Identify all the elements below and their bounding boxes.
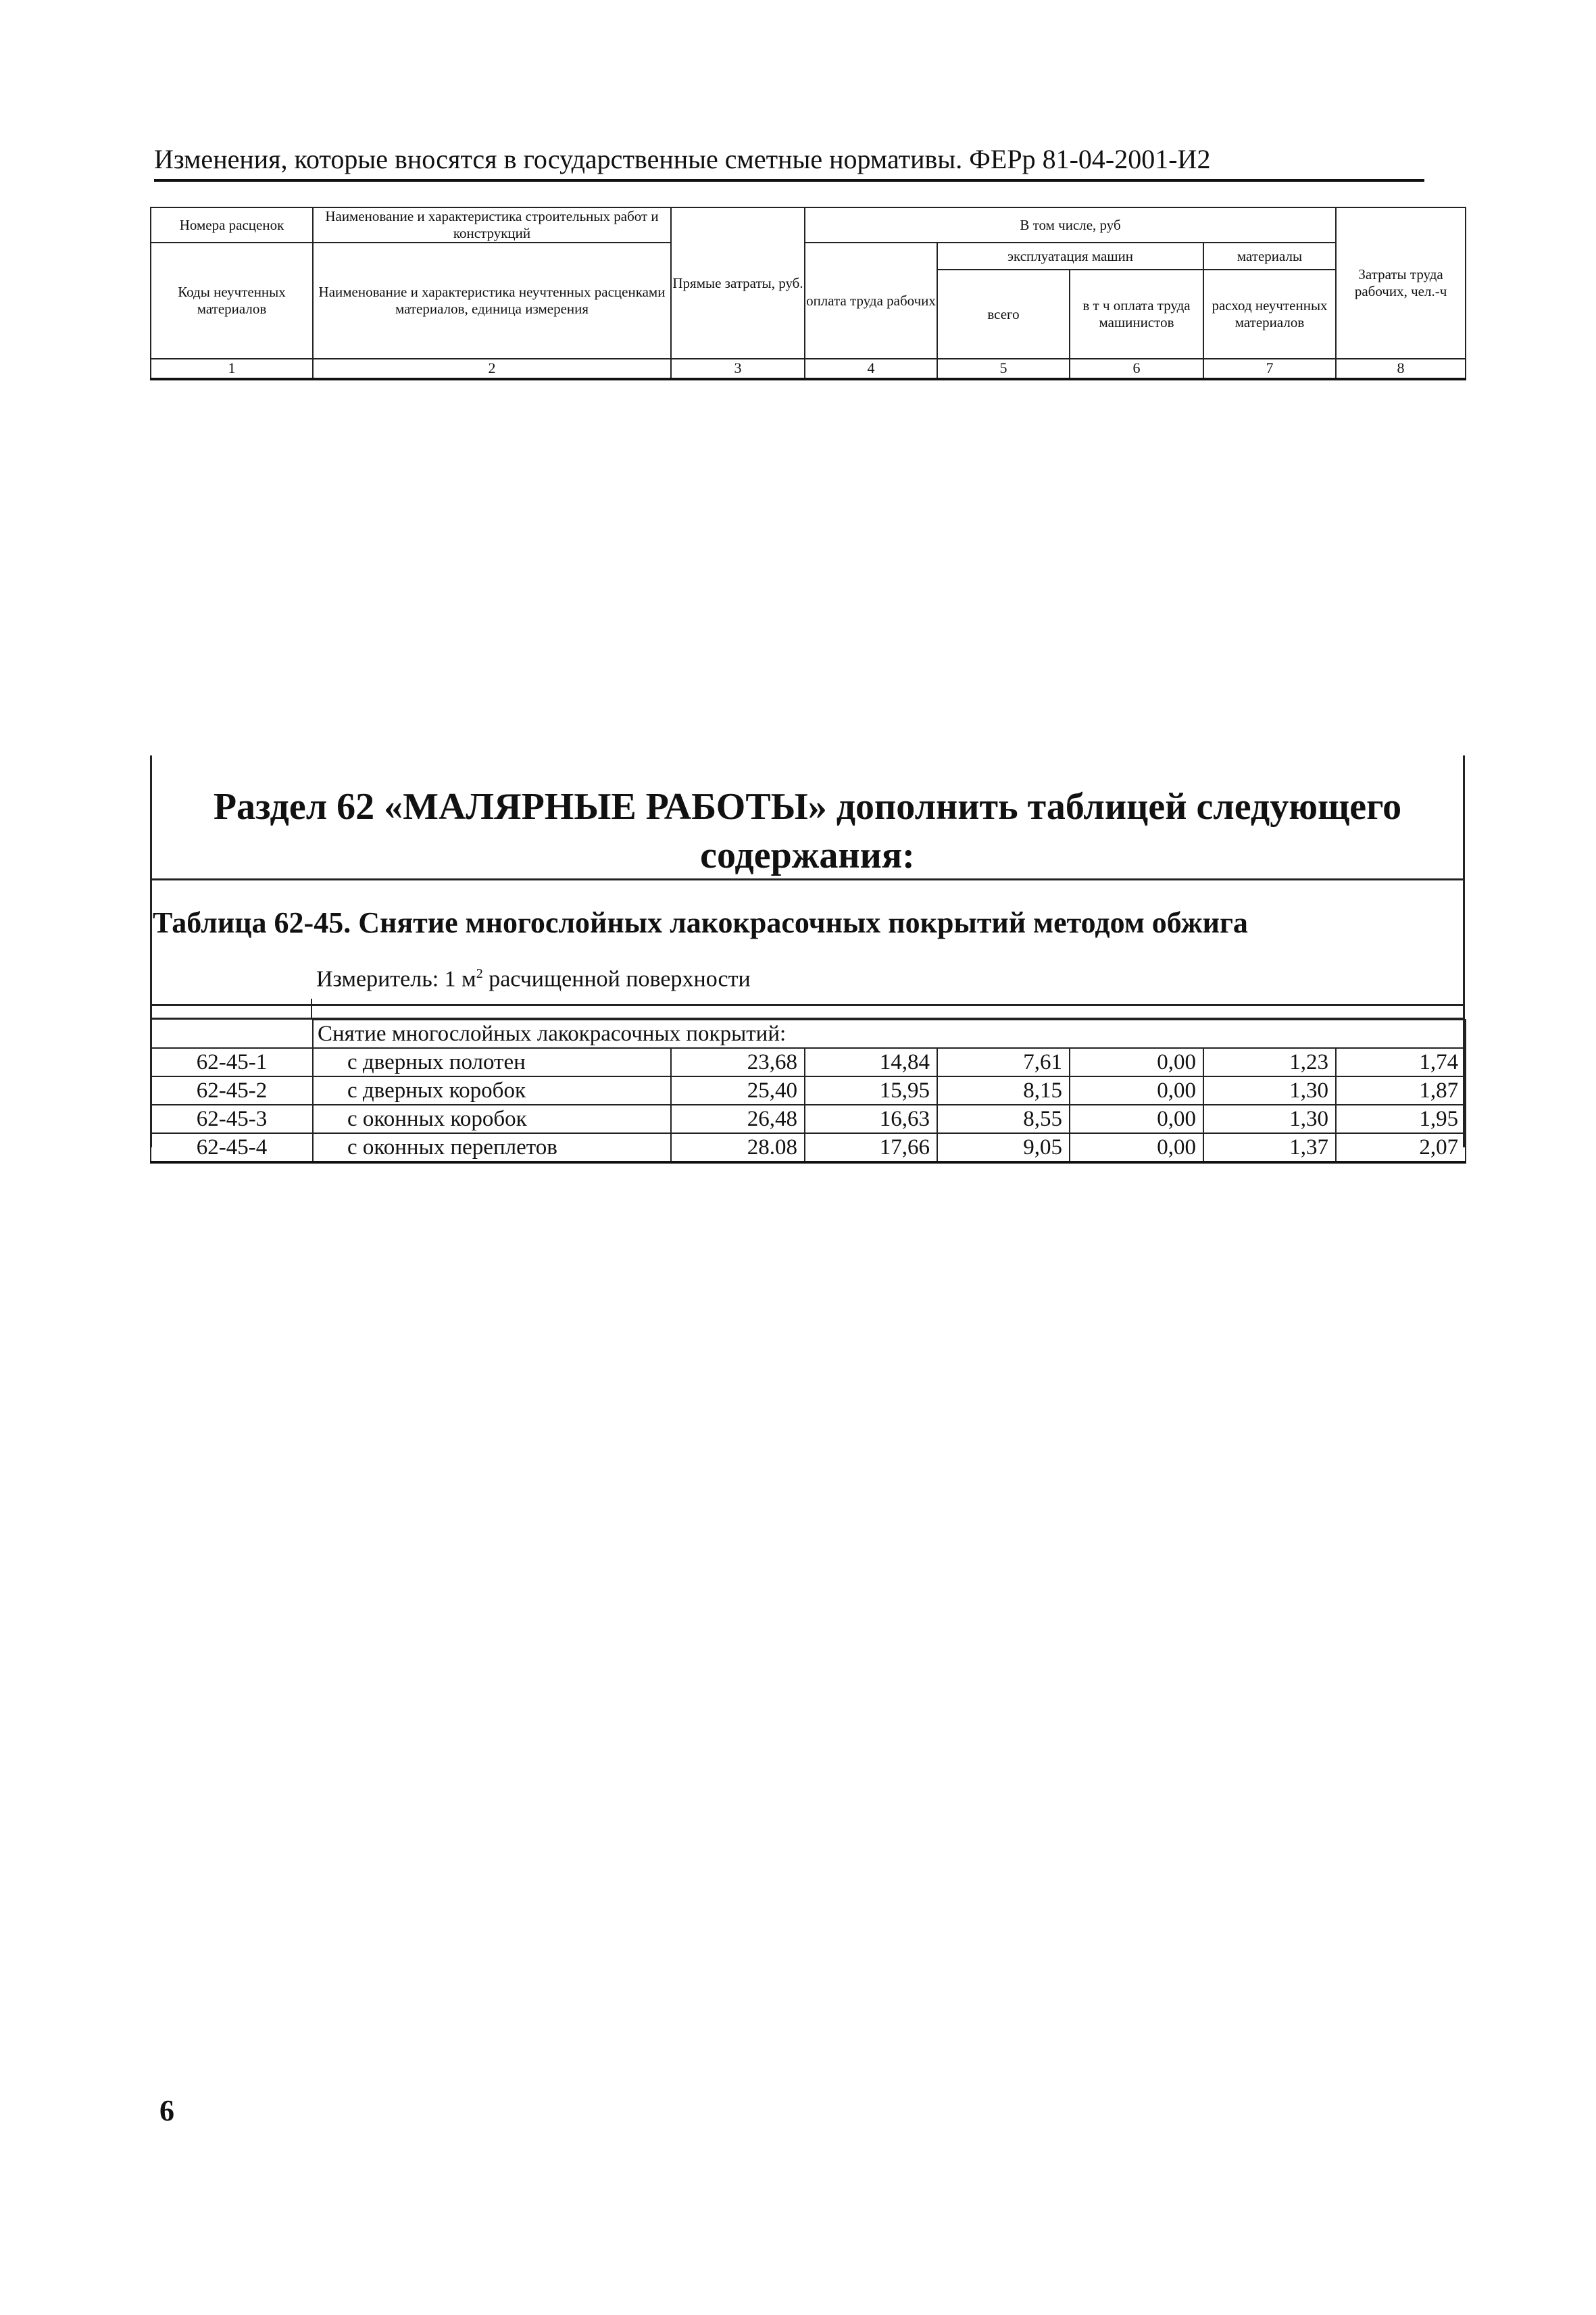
direct-costs: 25,40 — [671, 1076, 805, 1105]
rate-name: с оконных переплетов — [313, 1133, 671, 1162]
rates-table — [150, 1019, 1466, 1164]
direct-costs: 26,48 — [671, 1105, 805, 1133]
header-including: В том числе, руб — [805, 207, 1336, 243]
header-operator-pay: в т ч оплата труда машинистов — [1070, 270, 1203, 359]
column-number: 5 — [937, 359, 1070, 378]
measure-unit: Измеритель: 1 $м^2$ расчищенной поверхности — [316, 966, 751, 992]
table-row — [151, 1133, 1466, 1162]
header-material-codes: Коды неучтенных материалов — [151, 243, 313, 359]
rate-name: с оконных коробок — [313, 1105, 671, 1133]
operator-pay: 0,00 — [1070, 1076, 1203, 1105]
column-number: 4 — [805, 359, 937, 378]
rate-code: 62-45-3 — [151, 1105, 313, 1133]
page-number: 6 — [159, 2094, 174, 2127]
operator-pay: 0,00 — [1070, 1133, 1203, 1162]
rate-code: 62-45-1 — [151, 1048, 313, 1076]
operator-pay: 0,00 — [1070, 1048, 1203, 1076]
machine-total: 7,61 — [937, 1048, 1070, 1076]
header-material-name: Наименование и характеристика неучтенных расценками материалов, единица измерения — [313, 243, 671, 359]
column-number: 3 — [671, 359, 805, 378]
direct-costs: 28.08 — [671, 1133, 805, 1162]
machine-total: 9,05 — [937, 1133, 1070, 1162]
labor-costs: 1,87 — [1336, 1076, 1466, 1105]
column-number: 8 — [1336, 359, 1466, 378]
machine-total: 8,55 — [937, 1105, 1070, 1133]
worker-pay: 15,95 — [805, 1076, 937, 1105]
header-materials: материалы — [1203, 243, 1336, 270]
page-header: Изменения, которые вносятся в государственные сметные нормативы. ФЕРр 81-04-2001-И2 — [154, 143, 1424, 182]
table-row — [151, 1048, 1466, 1076]
labor-costs: 2,07 — [1336, 1133, 1466, 1162]
labor-costs: 1,74 — [1336, 1048, 1466, 1076]
table-row — [151, 1076, 1466, 1105]
header-work-name: Наименование и характеристика строительных работ и конструкций — [313, 207, 671, 243]
worker-pay: 14,84 — [805, 1048, 937, 1076]
column-number: 1 — [151, 359, 313, 378]
materials: 1,37 — [1203, 1133, 1336, 1162]
header-rate-numbers: Номера расценок — [151, 207, 313, 243]
rate-name: с дверных полотен — [313, 1048, 671, 1076]
header-direct-costs: Прямые затраты, руб. — [671, 207, 805, 359]
header-material-consumption: расход неучтенных материалов — [1203, 270, 1336, 359]
rate-code: 62-45-4 — [151, 1133, 313, 1162]
subheading: Снятие многослойных лакокрасочных покрытий: — [313, 1020, 1466, 1048]
header-machine-operation: эксплуатация машин — [937, 243, 1203, 270]
header-total: всего — [937, 270, 1070, 359]
table-row — [151, 1105, 1466, 1133]
column-number: 6 — [1070, 359, 1203, 378]
worker-pay: 17,66 — [805, 1133, 937, 1162]
labor-costs: 1,95 — [1336, 1105, 1466, 1133]
column-number: 2 — [313, 359, 671, 378]
header-labor-costs: Затраты труда рабочих, чел.-ч — [1336, 207, 1466, 359]
materials: 1,23 — [1203, 1048, 1336, 1076]
operator-pay: 0,00 — [1070, 1105, 1203, 1133]
rate-code: 62-45-2 — [151, 1076, 313, 1105]
worker-pay: 16,63 — [805, 1105, 937, 1133]
table-title: Таблица 62-45. Снятие многослойных лакокрасочных покрытий методом обжига — [153, 906, 1248, 939]
direct-costs: 23,68 — [671, 1048, 805, 1076]
column-header-table — [150, 207, 1466, 380]
materials: 1,30 — [1203, 1076, 1336, 1105]
header-worker-pay: оплата труда рабочих — [805, 243, 937, 359]
rate-name: с дверных коробок — [313, 1076, 671, 1105]
column-number: 7 — [1203, 359, 1336, 378]
materials: 1,30 — [1203, 1105, 1336, 1133]
machine-total: 8,15 — [937, 1076, 1070, 1105]
section-title: Раздел 62 «МАЛЯРНЫЕ РАБОТЫ» дополнить таблицей следующего содержания: — [213, 786, 1402, 876]
